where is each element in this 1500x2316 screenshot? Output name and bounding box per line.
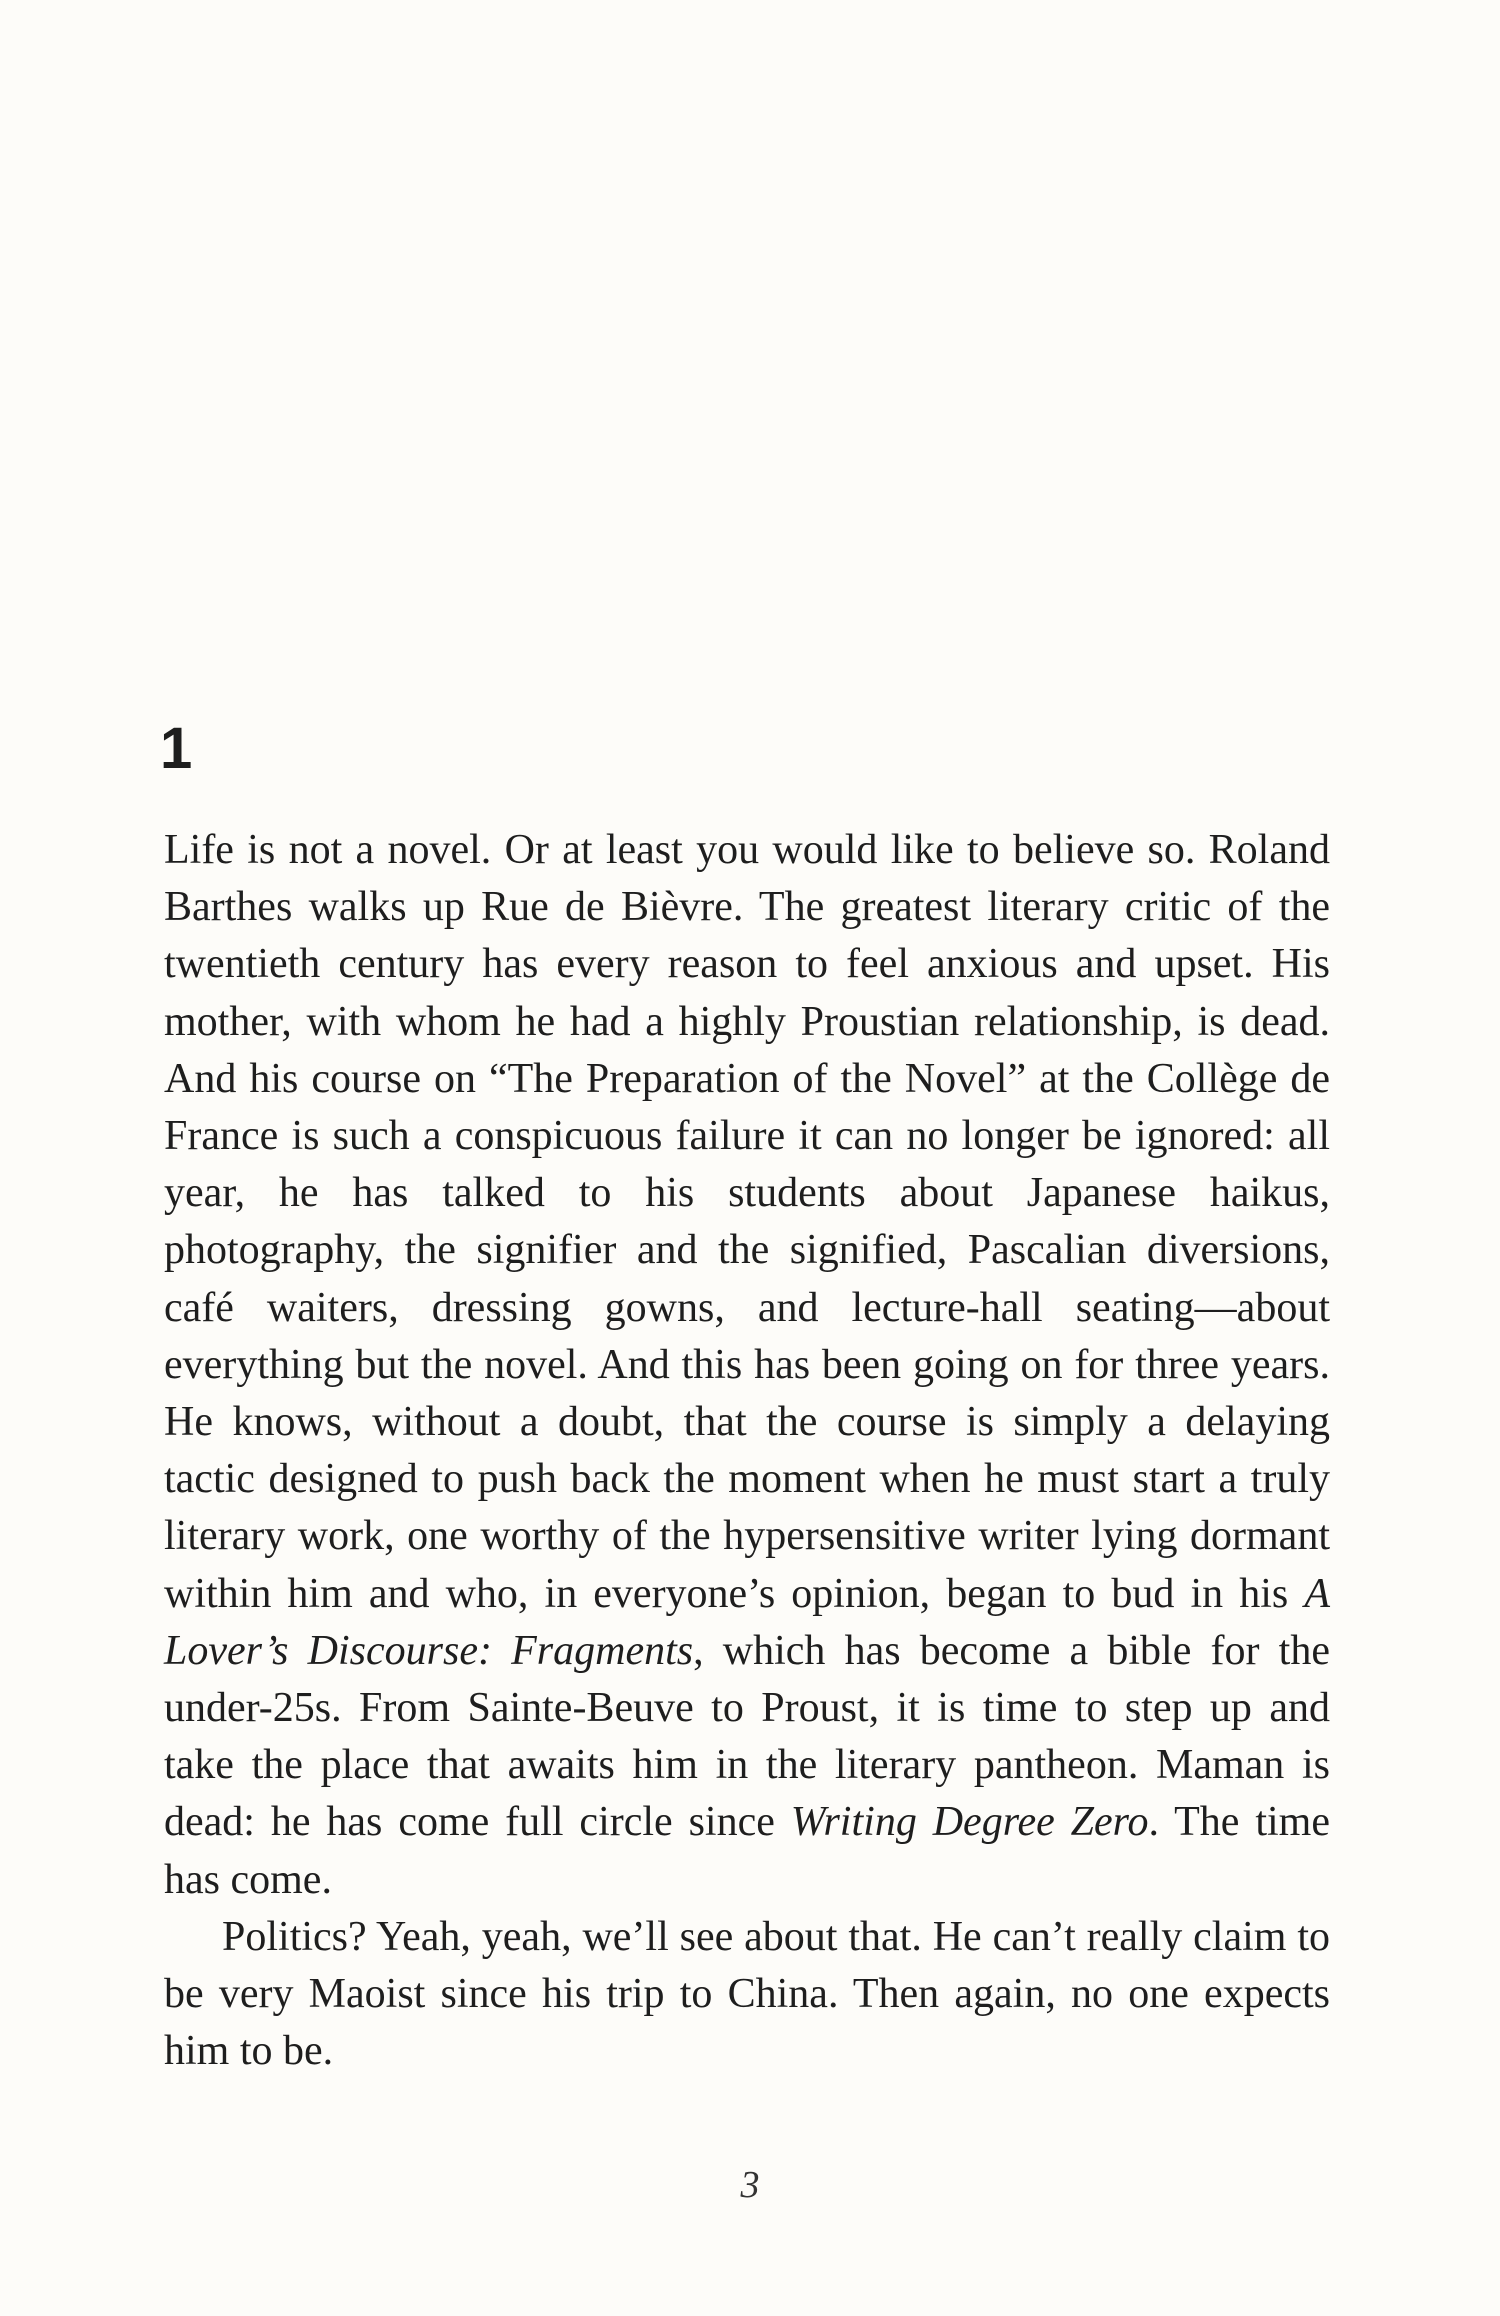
- page-number: 3: [740, 2164, 760, 2206]
- chapter-number: 1: [160, 716, 193, 781]
- paragraph-1-text-b: , which has become a bible for the under-25s. From Sainte-Beuve to Proust, it is time to step up and take the place that awaits him in the literary pantheon. Maman is dead: he has come full circle since: [164, 1627, 1330, 1846]
- paragraph-1-text-a: Life is not a novel. Or at least you would like to believe so. Roland Barthes walks up Rue de Bièvre. The greatest literary critic of the twentieth century has every reason to feel anxious and upset. His mother, with whom he had a highly Proustian relationship, is dead. And his course on “The Preparation of the Novel” at the Collège de France is such a conspicuous failure it can no longer be ignored: all year, he has talked to his students about Japanese haikus, photography, the signifier and the signified, Pascalian diversions, café waiters, dressing gowns, and lecture-hall seating—about everything but the novel. And this has been going on for three years. He knows, without a doubt, that the course is simply a delaying tactic designed to push back the moment when he must start a truly literary work, one worthy of the hypersensitive writer lying dormant within him and who, in everyone’s opinion, began to bud in his: [164, 827, 1330, 1617]
- body-text: [164, 822, 1330, 2080]
- paragraph-2-text: Politics? Yeah, yeah, we’ll see about that. He can’t really claim to be very Maoist since his trip to China. Then again, no one expects him to be.: [164, 1913, 1330, 2075]
- paragraph-1: [164, 822, 1330, 1909]
- paragraph-2: [164, 1909, 1330, 2081]
- book-title-lovers-discourse: A Lover’s Discourse: Fragments: [164, 1570, 1330, 1674]
- book-title-writing-degree-zero: Writing Degree Zero: [790, 1799, 1149, 1846]
- paragraph-1-text-c: . The time has come.: [164, 1799, 1330, 1903]
